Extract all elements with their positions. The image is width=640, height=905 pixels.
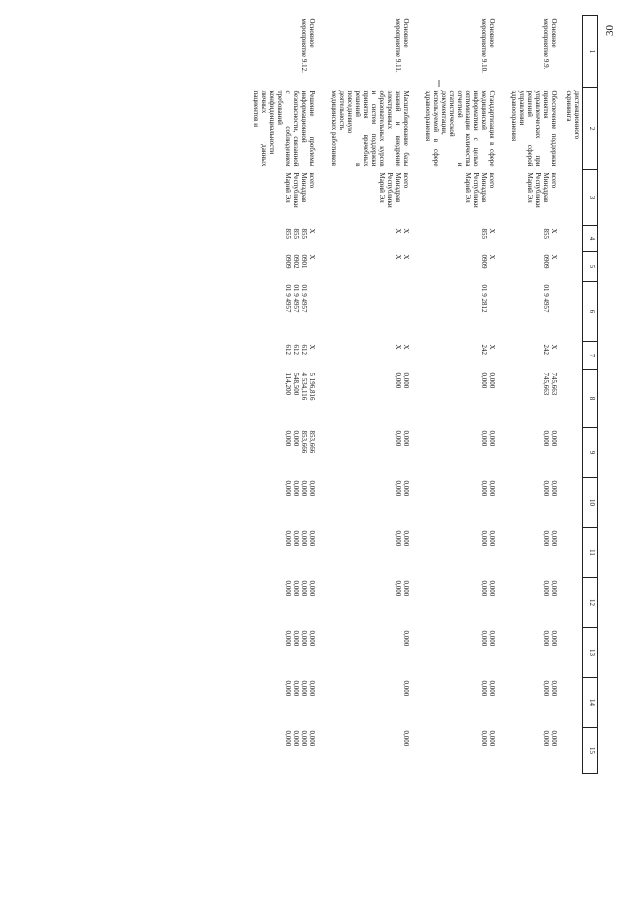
cell-col-1: Основное мероприятие 9.10. xyxy=(480,18,496,73)
cell-line xyxy=(550,285,558,339)
cell-col-3 xyxy=(244,170,322,226)
cell-col-10 xyxy=(322,478,416,528)
cell-col-5 xyxy=(244,252,322,282)
cell-line: 0,000 xyxy=(308,480,316,497)
cell-line: 0,000 xyxy=(292,680,300,697)
col-header-1: 1 xyxy=(583,16,598,88)
cell-line: 0,000 xyxy=(308,530,316,547)
cell-line: 0,000 xyxy=(292,630,300,647)
cell-line: 01 9 4957 xyxy=(292,284,300,313)
cell-line: 0909 xyxy=(542,254,550,269)
cell-col-11 xyxy=(244,528,322,578)
cell-line: 242 xyxy=(480,344,488,355)
cell-line: 0,000 xyxy=(542,480,550,497)
cell-col-4 xyxy=(244,226,322,252)
table-body xyxy=(244,16,583,774)
cell-line: X xyxy=(308,228,316,234)
cell-line: 745,663 xyxy=(542,372,550,396)
cell-line: 855 xyxy=(284,228,292,239)
cell-col-6 xyxy=(416,282,502,342)
cell-line: 242 xyxy=(542,344,550,355)
cell-col-12 xyxy=(244,578,322,628)
cell-line: 855 xyxy=(542,228,550,239)
cell-col-9 xyxy=(322,428,416,478)
cell-line: 0,000 xyxy=(284,730,292,747)
col-header-14: 14 xyxy=(583,678,598,728)
cell-col-14 xyxy=(244,678,322,728)
cell-line: 0,000 xyxy=(394,580,402,597)
cell-line: 0,000 xyxy=(402,730,410,747)
col-header-11: 11 xyxy=(583,528,598,578)
cell-col-9 xyxy=(416,428,502,478)
cell-col-7 xyxy=(244,342,322,370)
cell-line: 0,000 xyxy=(480,680,488,697)
table-row xyxy=(502,16,564,774)
cell-line: 0,000 xyxy=(284,680,292,697)
cell-line: 0,000 xyxy=(550,430,558,447)
cell-line: X xyxy=(308,344,316,350)
cell-line: 0,000 xyxy=(488,580,496,597)
cell-line: X xyxy=(488,254,496,260)
cell-line: 0,000 xyxy=(300,680,308,697)
cell-line: 0,000 xyxy=(292,580,300,597)
cell-line: 0,000 xyxy=(394,372,402,389)
program-table xyxy=(244,15,598,774)
cell-line: 0,000 xyxy=(292,480,300,497)
cell-line: Минздрав Республики Марий Эл xyxy=(284,172,308,208)
cell-line: 855 xyxy=(300,228,308,239)
cell-line: 0,000 xyxy=(300,730,308,747)
cell-col-3 xyxy=(416,170,502,226)
cell-line: 0,000 xyxy=(300,630,308,647)
cell-col-1: Основное мероприятие 9.11. xyxy=(394,18,410,73)
cell-col-13 xyxy=(322,628,416,678)
cell-line: 855 xyxy=(292,228,300,239)
cell-col-8 xyxy=(244,370,322,428)
header-row xyxy=(583,16,598,774)
cell-col-4 xyxy=(502,226,564,252)
cell-line: 01 9 4957 xyxy=(300,284,308,313)
cell-line: 01 9 2812 xyxy=(480,284,488,313)
cell-line: 0,000 xyxy=(488,630,496,647)
cell-line: 0,000 xyxy=(284,430,292,447)
cell-line: 548,500 xyxy=(292,372,300,396)
cell-col-15 xyxy=(322,728,416,774)
cell-line: 612 xyxy=(292,344,300,355)
cell-line: X xyxy=(550,228,558,234)
cell-col-5 xyxy=(416,252,502,282)
continuation-text: дистанционного скрининга xyxy=(565,90,581,140)
cell-line: 0,000 xyxy=(550,730,558,747)
cell-line: 0,000 xyxy=(488,430,496,447)
cell-line: 0,000 xyxy=(402,580,410,597)
cell-line: 0,000 xyxy=(550,680,558,697)
cell-line: всего xyxy=(550,172,558,189)
cell-col-13 xyxy=(416,628,502,678)
cell-line: 853,666 xyxy=(308,430,316,454)
cell-line: 0,000 xyxy=(292,730,300,747)
cell-col-2: Стандартизация в сфере медицинской информатики с целью оптимизации количества отчетной и статистической документации, используемой в сфере здравоохранения xyxy=(424,90,496,167)
cell-line: 0,000 xyxy=(308,630,316,647)
cell-line: 0,000 xyxy=(542,580,550,597)
cell-col-3 xyxy=(502,170,564,226)
cell-line: 853,666 xyxy=(300,430,308,454)
cell-line: 0909 xyxy=(284,254,292,269)
cell-line: 0,000 xyxy=(488,680,496,697)
cell-col-1: Основное мероприятие 9.12. xyxy=(300,18,316,73)
page-number: 30 xyxy=(604,25,616,36)
cell-line: Минздрав Республики Марий Эл xyxy=(378,172,402,208)
cell-line: 0,000 xyxy=(488,480,496,497)
cell-line: 0,000 xyxy=(542,630,550,647)
cell-line: X xyxy=(308,254,316,260)
cell-line: 0,000 xyxy=(488,730,496,747)
cell-line: 0,000 xyxy=(284,630,292,647)
cell-col-7 xyxy=(322,342,416,370)
cell-line: 0,000 xyxy=(308,680,316,697)
cell-col-2: Решение проблемы информационной безопасности, связанной с соблюдением требований конфиденциальности личных данных пациентов и xyxy=(252,90,316,167)
col-header-13: 13 xyxy=(583,628,598,678)
cell-line: 612 xyxy=(300,344,308,355)
cell-col-5 xyxy=(502,252,564,282)
cell-line: X xyxy=(394,344,402,350)
cell-line: всего xyxy=(402,172,410,189)
cell-line: 0,000 xyxy=(550,580,558,597)
cell-col-2: Масштабирование базы знаний и внедрение электронных образовательных курсов и систем поддержки принятия врачебных решений в повседневную деятельность медицинских работников xyxy=(330,90,410,167)
cell-line: 0,000 xyxy=(550,480,558,497)
cell-line: 01 9 4957 xyxy=(542,284,550,313)
table-row xyxy=(322,16,416,774)
col-header-15: 15 xyxy=(583,728,598,774)
cell-line: 0,000 xyxy=(292,430,300,447)
cell-line: 0909 xyxy=(480,254,488,269)
col-header-4: 4 xyxy=(583,226,598,252)
col-header-2: 2 xyxy=(583,88,598,170)
cell-line xyxy=(488,285,496,339)
cell-col-10 xyxy=(502,478,564,528)
cell-line: 0,000 xyxy=(300,480,308,497)
cell-line xyxy=(394,285,402,339)
cell-col-8 xyxy=(502,370,564,428)
cell-col-12 xyxy=(416,578,502,628)
cell-line: 0901 xyxy=(300,254,308,269)
cell-col-10 xyxy=(244,478,322,528)
cell-col-12 xyxy=(322,578,416,628)
cell-col-5 xyxy=(322,252,416,282)
cell-line: 0,000 xyxy=(402,530,410,547)
table-row xyxy=(244,16,322,774)
cell-col-6 xyxy=(244,282,322,342)
cell-line xyxy=(308,285,316,339)
cell-col-7 xyxy=(502,342,564,370)
cell-col-9 xyxy=(244,428,322,478)
cell-col-11 xyxy=(322,528,416,578)
cell-col-8 xyxy=(322,370,416,428)
cell-line: X xyxy=(550,254,558,260)
cell-line: 0,000 xyxy=(480,730,488,747)
cell-line: 0,000 xyxy=(550,630,558,647)
cell-line: 0,000 xyxy=(402,680,410,697)
cell-line: 0,000 xyxy=(488,530,496,547)
cell-col-2: Обеспечение поддержки принятия управленческих при решений сферой управлении здравоохранения xyxy=(510,90,558,167)
cell-line: 0,000 xyxy=(402,480,410,497)
cell-line: 0,000 xyxy=(300,530,308,547)
cell-line: 0,000 xyxy=(402,630,410,647)
cell-col-11 xyxy=(502,528,564,578)
cell-line: 0,000 xyxy=(308,730,316,747)
cell-line: X xyxy=(550,344,558,350)
col-header-6: 6 xyxy=(583,282,598,342)
cell-line: 0,000 xyxy=(402,430,410,447)
cell-line: 0,000 xyxy=(292,530,300,547)
cell-col-12 xyxy=(502,578,564,628)
cell-col-10 xyxy=(416,478,502,528)
cell-line: Минздрав Республики Марий Эл xyxy=(526,172,550,208)
cell-line: всего xyxy=(488,172,496,189)
cell-line: 0,000 xyxy=(480,530,488,547)
cell-col-13 xyxy=(502,628,564,678)
cell-line: 0,000 xyxy=(488,372,496,389)
cell-line: 4 534,116 xyxy=(300,372,308,401)
cell-line: 612 xyxy=(284,344,292,355)
cell-col-7 xyxy=(416,342,502,370)
cell-col-8 xyxy=(416,370,502,428)
cell-line: 0,000 xyxy=(394,430,402,447)
cell-col-14 xyxy=(322,678,416,728)
cell-line: 0902 xyxy=(292,254,300,269)
cell-line: 0,000 xyxy=(284,480,292,497)
cell-line: 114,200 xyxy=(284,372,292,395)
cell-col-15 xyxy=(502,728,564,774)
cell-col-14 xyxy=(502,678,564,728)
cell-line: 0,000 xyxy=(284,530,292,547)
col-header-9: 9 xyxy=(583,428,598,478)
col-header-12: 12 xyxy=(583,578,598,628)
cell-line: 0,000 xyxy=(550,530,558,547)
cell-line: 0,000 xyxy=(542,680,550,697)
cell-col-3 xyxy=(322,170,416,226)
cell-col-9 xyxy=(502,428,564,478)
col-header-3: 3 xyxy=(583,170,598,226)
cell-line: X xyxy=(402,344,410,350)
cell-line: 0,000 xyxy=(394,530,402,547)
cell-line: 745,663 xyxy=(550,372,558,396)
cell-line: 0,000 xyxy=(480,372,488,389)
cell-col-14 xyxy=(416,678,502,728)
cell-line: 0,000 xyxy=(542,730,550,747)
cell-line: 0,000 xyxy=(394,480,402,497)
cell-col-15 xyxy=(416,728,502,774)
cell-line: 0,000 xyxy=(300,580,308,597)
cell-line: 0,000 xyxy=(284,580,292,597)
cell-line: X xyxy=(402,228,410,234)
cell-line: X xyxy=(394,228,402,234)
col-header-10: 10 xyxy=(583,478,598,528)
cell-col-6 xyxy=(502,282,564,342)
cell-line: 0,000 xyxy=(308,580,316,597)
col-header-8: 8 xyxy=(583,370,598,428)
cell-col-11 xyxy=(416,528,502,578)
col-header-7: 7 xyxy=(583,342,598,370)
continuation-row xyxy=(564,16,583,774)
cell-col-6 xyxy=(322,282,416,342)
cell-line: X xyxy=(402,254,410,260)
cell-col-1: Основное мероприятие 9.9. xyxy=(542,18,558,70)
cell-line: 0,000 xyxy=(480,430,488,447)
cell-line: 0,000 xyxy=(480,630,488,647)
cell-col-13 xyxy=(244,628,322,678)
cell-col-15 xyxy=(244,728,322,774)
cell-line: 01 9 4957 xyxy=(284,284,292,313)
cell-line: всего xyxy=(308,172,316,189)
cell-col-4 xyxy=(322,226,416,252)
cell-line: 0,000 xyxy=(542,530,550,547)
cell-line: 0,000 xyxy=(542,430,550,447)
cell-line: 5 196,816 xyxy=(308,372,316,401)
cell-col-4 xyxy=(416,226,502,252)
table-row xyxy=(416,16,502,774)
cell-line: 0,000 xyxy=(480,580,488,597)
cell-line: X xyxy=(394,254,402,260)
cell-line: Минздрав Республики Марий Эл xyxy=(464,172,488,208)
cell-line: 0,000 xyxy=(402,372,410,389)
cell-line: 855 xyxy=(480,228,488,239)
col-header-5: 5 xyxy=(583,252,598,282)
cell-line xyxy=(402,285,410,339)
cell-line: X xyxy=(488,228,496,234)
cell-line: X xyxy=(488,344,496,350)
cell-line: 0,000 xyxy=(480,480,488,497)
